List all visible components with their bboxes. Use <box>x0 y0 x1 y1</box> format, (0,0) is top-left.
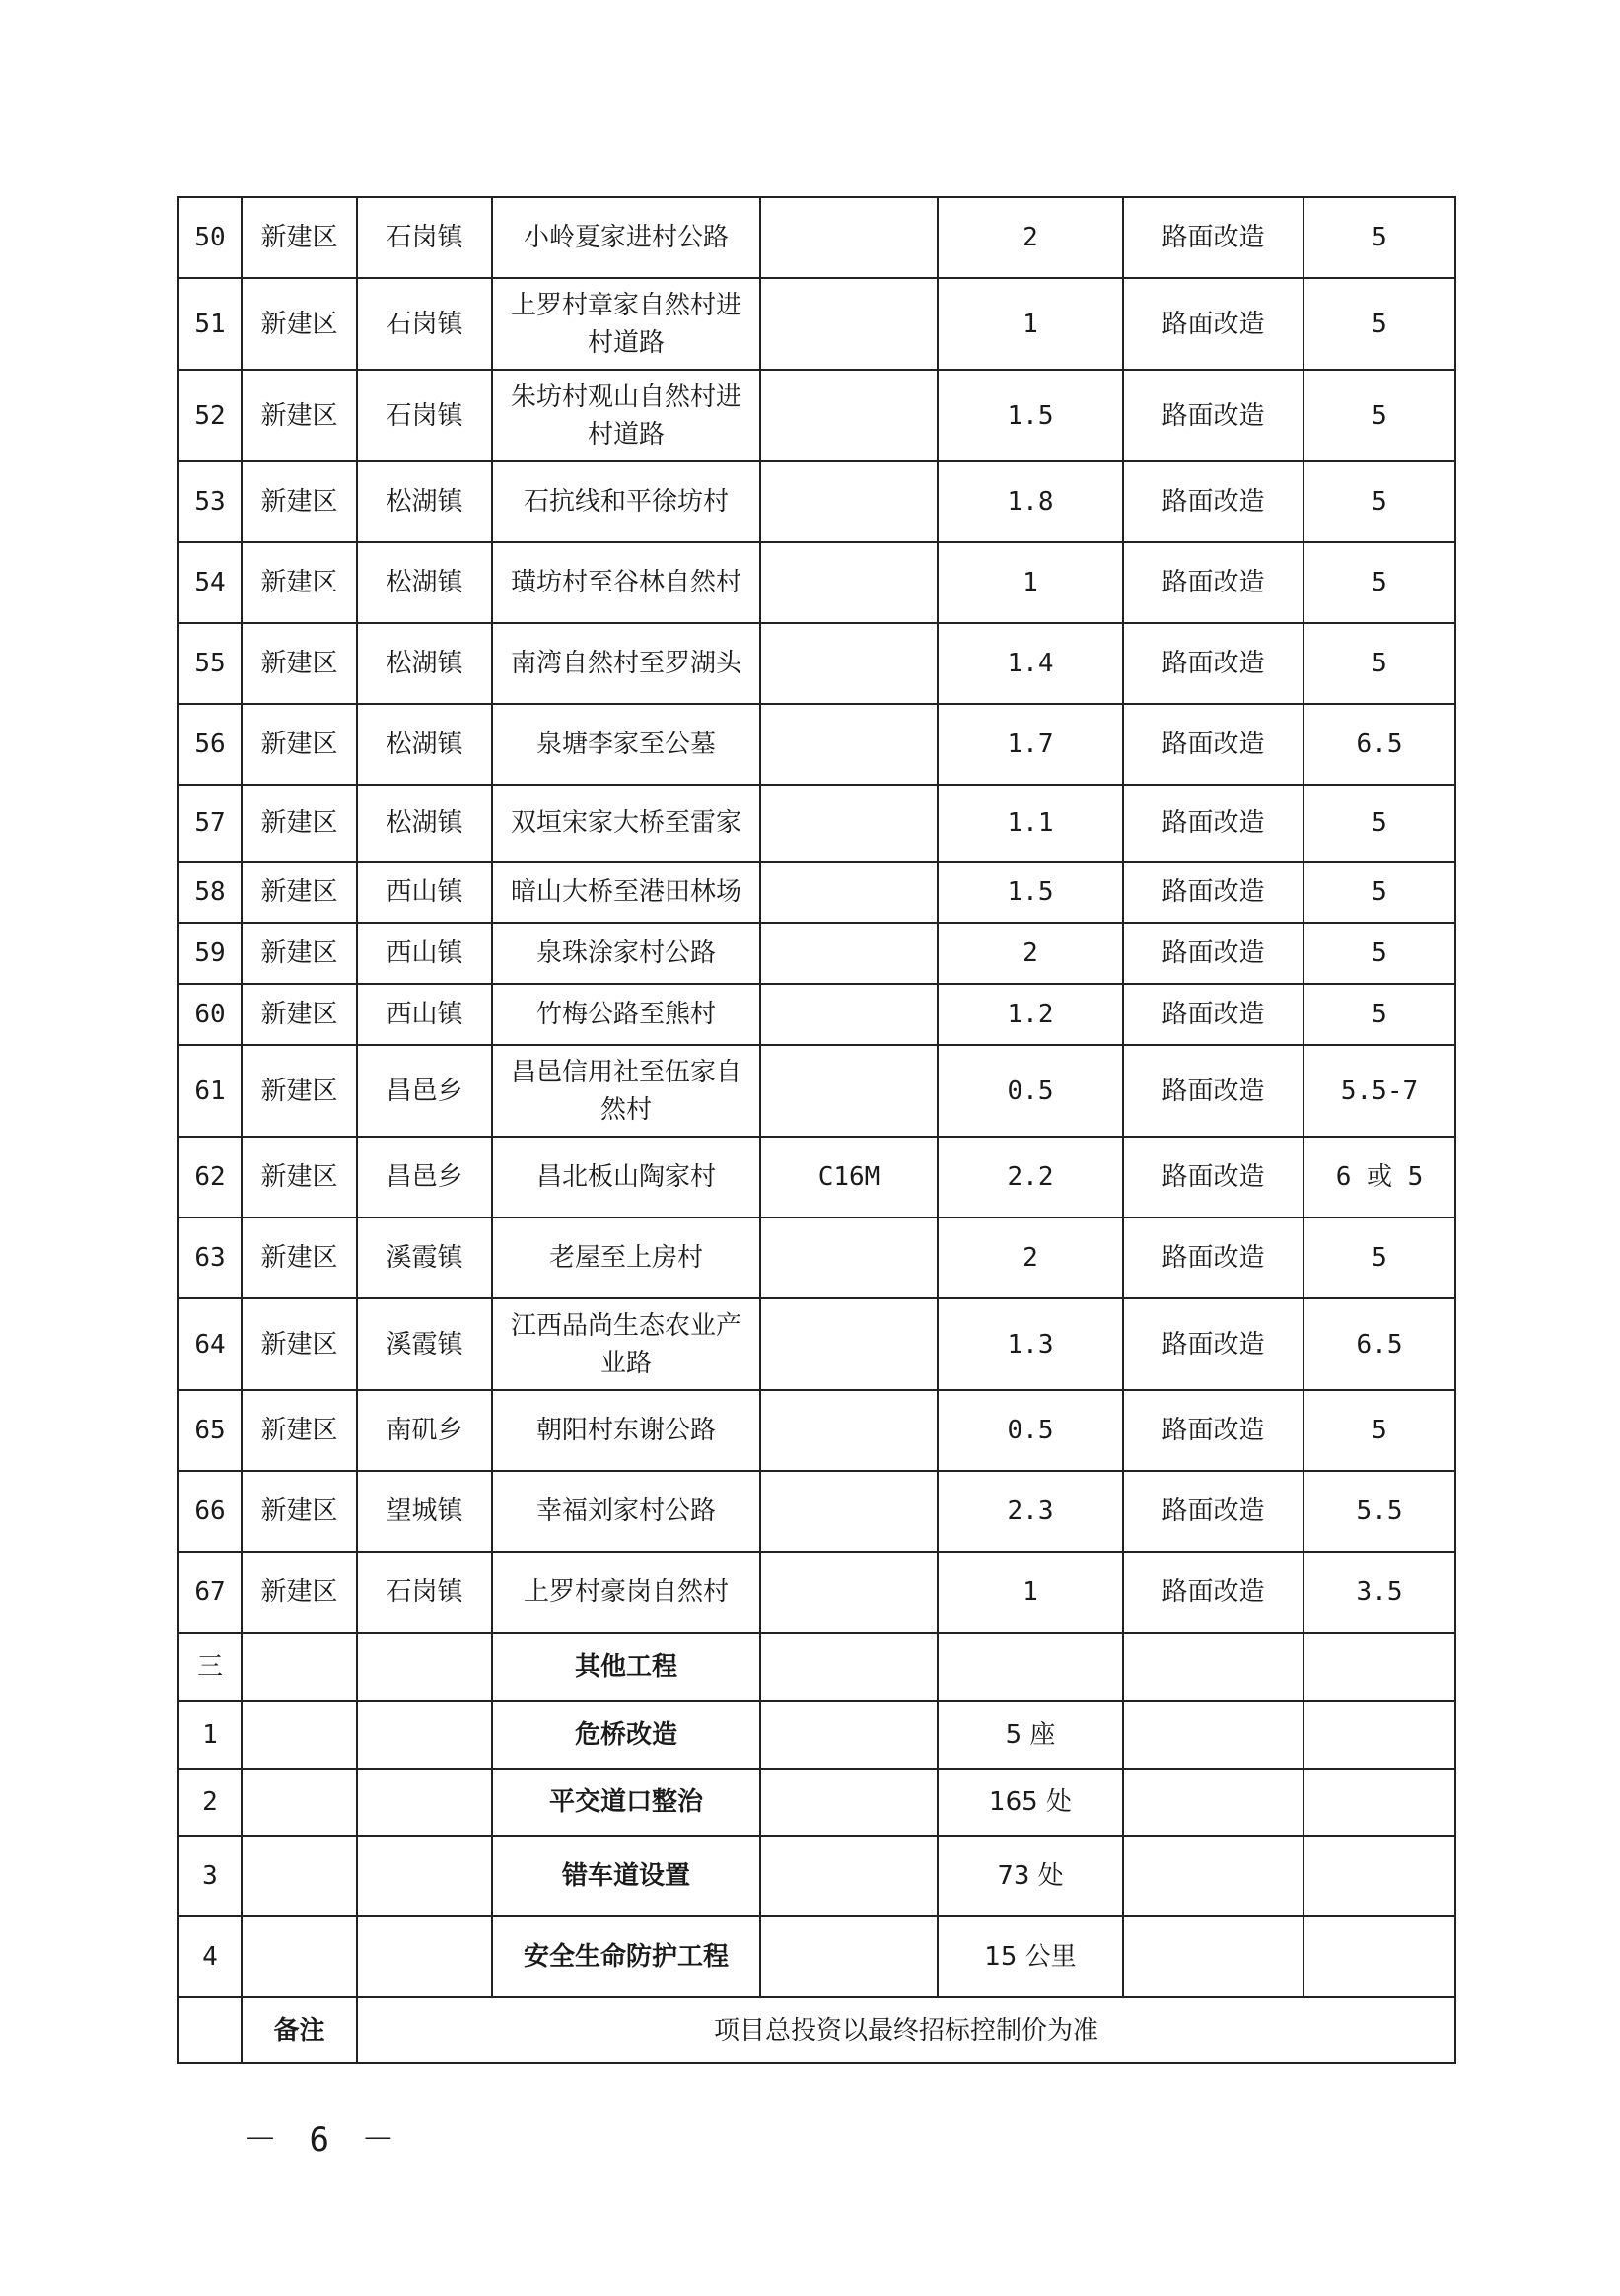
town-cell: 西山镇 <box>357 923 492 984</box>
length-cell: 1 <box>938 278 1123 370</box>
table-row <box>178 785 1455 862</box>
row-number-cell: 66 <box>178 1471 242 1552</box>
remark-row <box>178 1997 1455 2063</box>
road-name-cell: 石抗线和平徐坊村 <box>492 461 760 542</box>
district-cell: 新建区 <box>242 542 357 623</box>
road-name-cell: 泉珠涂家村公路 <box>492 923 760 984</box>
length-cell: 2.3 <box>938 1471 1123 1552</box>
road-code-cell: C16M <box>760 1137 938 1218</box>
quantity-cell: 165 处 <box>938 1769 1123 1836</box>
town-cell: 昌邑乡 <box>357 1045 492 1137</box>
table-row <box>178 1298 1455 1390</box>
length-cell: 1.7 <box>938 704 1123 785</box>
work-type-cell: 路面改造 <box>1123 984 1303 1045</box>
road-code-cell <box>760 623 938 704</box>
district-cell: 新建区 <box>242 1218 357 1298</box>
district-cell: 新建区 <box>242 278 357 370</box>
section-row <box>178 1633 1455 1701</box>
width-cell: 5 <box>1303 862 1455 923</box>
work-type-cell: 路面改造 <box>1123 1471 1303 1552</box>
road-code-cell <box>760 197 938 278</box>
length-cell: 2.2 <box>938 1137 1123 1218</box>
section-title-cell: 其他工程 <box>492 1633 760 1701</box>
road-name-cell: 幸福刘家村公路 <box>492 1471 760 1552</box>
width-cell: 5 <box>1303 984 1455 1045</box>
project-name-cell: 安全生命防护工程 <box>492 1916 760 1997</box>
work-type-cell: 路面改造 <box>1123 461 1303 542</box>
empty-cell <box>242 1836 357 1916</box>
road-name-cell: 璜坊村至谷林自然村 <box>492 542 760 623</box>
table-row <box>178 704 1455 785</box>
table-row <box>178 1045 1455 1137</box>
town-cell: 石岗镇 <box>357 278 492 370</box>
table-row <box>178 1836 1455 1916</box>
length-cell: 1 <box>938 1552 1123 1633</box>
empty-cell <box>1123 1836 1303 1916</box>
work-type-cell: 路面改造 <box>1123 1218 1303 1298</box>
row-number-cell: 3 <box>178 1836 242 1916</box>
width-cell: 5 <box>1303 623 1455 704</box>
quantity-cell: 73 处 <box>938 1836 1123 1916</box>
row-number-cell: 58 <box>178 862 242 923</box>
row-number-cell: 56 <box>178 704 242 785</box>
road-code-cell <box>760 1390 938 1471</box>
work-type-cell: 路面改造 <box>1123 1298 1303 1390</box>
town-cell: 石岗镇 <box>357 370 492 461</box>
road-code-cell <box>760 1298 938 1390</box>
district-cell: 新建区 <box>242 1298 357 1390</box>
length-cell: 0.5 <box>938 1390 1123 1471</box>
road-code-cell <box>760 278 938 370</box>
work-type-cell: 路面改造 <box>1123 1552 1303 1633</box>
width-cell: 6.5 <box>1303 1298 1455 1390</box>
empty-cell <box>760 1769 938 1836</box>
road-code-cell <box>760 1471 938 1552</box>
width-cell: 5 <box>1303 461 1455 542</box>
length-cell: 1.5 <box>938 862 1123 923</box>
section-number-cell: 三 <box>178 1633 242 1701</box>
quantity-cell: 15 公里 <box>938 1916 1123 1997</box>
table-row <box>178 1916 1455 1997</box>
row-number-cell: 63 <box>178 1218 242 1298</box>
road-name-cell: 泉塘李家至公墓 <box>492 704 760 785</box>
empty-cell <box>357 1769 492 1836</box>
empty-cell <box>357 1916 492 1997</box>
district-cell: 新建区 <box>242 862 357 923</box>
empty-cell <box>242 1701 357 1769</box>
empty-cell <box>357 1633 492 1701</box>
empty-cell <box>1123 1769 1303 1836</box>
quantity-cell: 5 座 <box>938 1701 1123 1769</box>
row-number-cell: 59 <box>178 923 242 984</box>
project-table <box>177 196 1456 2064</box>
town-cell: 松湖镇 <box>357 785 492 862</box>
road-name-cell: 老屋至上房村 <box>492 1218 760 1298</box>
row-number-cell: 2 <box>178 1769 242 1836</box>
table-row <box>178 1137 1455 1218</box>
empty-cell <box>242 1916 357 1997</box>
remark-text-cell: 项目总投资以最终招标控制价为准 <box>357 1997 1455 2063</box>
town-cell: 松湖镇 <box>357 461 492 542</box>
road-name-cell: 上罗村豪岗自然村 <box>492 1552 760 1633</box>
table-row <box>178 984 1455 1045</box>
work-type-cell: 路面改造 <box>1123 542 1303 623</box>
width-cell: 5 <box>1303 923 1455 984</box>
road-code-cell <box>760 370 938 461</box>
row-number-cell: 61 <box>178 1045 242 1137</box>
width-cell: 5.5-7 <box>1303 1045 1455 1137</box>
width-cell: 5 <box>1303 370 1455 461</box>
width-cell: 6.5 <box>1303 704 1455 785</box>
table-row <box>178 278 1455 370</box>
work-type-cell: 路面改造 <box>1123 923 1303 984</box>
district-cell: 新建区 <box>242 1045 357 1137</box>
width-cell: 6 或 5 <box>1303 1137 1455 1218</box>
table-row <box>178 623 1455 704</box>
road-code-cell <box>760 542 938 623</box>
length-cell: 1.2 <box>938 984 1123 1045</box>
work-type-cell: 路面改造 <box>1123 278 1303 370</box>
width-cell: 5 <box>1303 542 1455 623</box>
length-cell: 2 <box>938 1218 1123 1298</box>
row-number-cell: 64 <box>178 1298 242 1390</box>
empty-cell <box>1303 1633 1455 1701</box>
length-cell: 1.3 <box>938 1298 1123 1390</box>
length-cell: 2 <box>938 197 1123 278</box>
town-cell: 松湖镇 <box>357 704 492 785</box>
length-cell: 1.4 <box>938 623 1123 704</box>
road-code-cell <box>760 923 938 984</box>
row-number-cell: 62 <box>178 1137 242 1218</box>
town-cell: 昌邑乡 <box>357 1137 492 1218</box>
road-code-cell <box>760 1045 938 1137</box>
road-name-cell: 暗山大桥至港田林场 <box>492 862 760 923</box>
table-row <box>178 461 1455 542</box>
empty-cell <box>178 1997 242 2063</box>
table-row <box>178 1552 1455 1633</box>
table-row <box>178 1471 1455 1552</box>
town-cell: 溪霞镇 <box>357 1298 492 1390</box>
town-cell: 西山镇 <box>357 984 492 1045</box>
district-cell: 新建区 <box>242 197 357 278</box>
empty-cell <box>760 1701 938 1769</box>
length-cell: 1.8 <box>938 461 1123 542</box>
empty-cell <box>242 1633 357 1701</box>
row-number-cell: 50 <box>178 197 242 278</box>
road-name-cell: 南湾自然村至罗湖头 <box>492 623 760 704</box>
road-name-cell: 朝阳村东谢公路 <box>492 1390 760 1471</box>
project-name-cell: 平交道口整治 <box>492 1769 760 1836</box>
town-cell: 溪霞镇 <box>357 1218 492 1298</box>
district-cell: 新建区 <box>242 785 357 862</box>
district-cell: 新建区 <box>242 704 357 785</box>
district-cell: 新建区 <box>242 1471 357 1552</box>
width-cell: 3.5 <box>1303 1552 1455 1633</box>
width-cell: 5 <box>1303 1390 1455 1471</box>
work-type-cell: 路面改造 <box>1123 704 1303 785</box>
table-row <box>178 923 1455 984</box>
work-type-cell: 路面改造 <box>1123 1390 1303 1471</box>
work-type-cell: 路面改造 <box>1123 1137 1303 1218</box>
row-number-cell: 53 <box>178 461 242 542</box>
district-cell: 新建区 <box>242 1552 357 1633</box>
table-row <box>178 1390 1455 1471</box>
road-name-cell: 上罗村章家自然村进村道路 <box>492 278 760 370</box>
table-row <box>178 1701 1455 1769</box>
width-cell: 5.5 <box>1303 1471 1455 1552</box>
length-cell: 1.1 <box>938 785 1123 862</box>
town-cell: 西山镇 <box>357 862 492 923</box>
row-number-cell: 55 <box>178 623 242 704</box>
project-name-cell: 错车道设置 <box>492 1836 760 1916</box>
row-number-cell: 67 <box>178 1552 242 1633</box>
road-name-cell: 朱坊村观山自然村进村道路 <box>492 370 760 461</box>
work-type-cell: 路面改造 <box>1123 785 1303 862</box>
district-cell: 新建区 <box>242 1390 357 1471</box>
width-cell: 5 <box>1303 278 1455 370</box>
road-name-cell: 双垣宋家大桥至雷家 <box>492 785 760 862</box>
row-number-cell: 51 <box>178 278 242 370</box>
row-number-cell: 4 <box>178 1916 242 1997</box>
empty-cell <box>242 1769 357 1836</box>
length-cell: 2 <box>938 923 1123 984</box>
table-row <box>178 542 1455 623</box>
work-type-cell: 路面改造 <box>1123 1045 1303 1137</box>
empty-cell <box>1303 1916 1455 1997</box>
road-code-cell <box>760 984 938 1045</box>
empty-cell <box>760 1633 938 1701</box>
length-cell: 0.5 <box>938 1045 1123 1137</box>
empty-cell <box>760 1916 938 1997</box>
road-code-cell <box>760 862 938 923</box>
district-cell: 新建区 <box>242 370 357 461</box>
town-cell: 石岗镇 <box>357 1552 492 1633</box>
district-cell: 新建区 <box>242 461 357 542</box>
road-name-cell: 昌北板山陶家村 <box>492 1137 760 1218</box>
length-cell: 1.5 <box>938 370 1123 461</box>
road-name-cell: 小岭夏家进村公路 <box>492 197 760 278</box>
table-row <box>178 862 1455 923</box>
work-type-cell: 路面改造 <box>1123 623 1303 704</box>
district-cell: 新建区 <box>242 623 357 704</box>
row-number-cell: 52 <box>178 370 242 461</box>
length-cell: 1 <box>938 542 1123 623</box>
empty-cell <box>1303 1836 1455 1916</box>
town-cell: 松湖镇 <box>357 542 492 623</box>
empty-cell <box>938 1633 1123 1701</box>
empty-cell <box>1303 1769 1455 1836</box>
width-cell: 5 <box>1303 197 1455 278</box>
empty-cell <box>760 1836 938 1916</box>
road-code-cell <box>760 704 938 785</box>
row-number-cell: 57 <box>178 785 242 862</box>
town-cell: 南矶乡 <box>357 1390 492 1471</box>
work-type-cell: 路面改造 <box>1123 370 1303 461</box>
row-number-cell: 54 <box>178 542 242 623</box>
project-name-cell: 危桥改造 <box>492 1701 760 1769</box>
empty-cell <box>357 1701 492 1769</box>
work-type-cell: 路面改造 <box>1123 862 1303 923</box>
width-cell: 5 <box>1303 1218 1455 1298</box>
row-number-cell: 1 <box>178 1701 242 1769</box>
table-row <box>178 370 1455 461</box>
road-code-cell <box>760 785 938 862</box>
road-name-cell: 昌邑信用社至伍家自然村 <box>492 1045 760 1137</box>
empty-cell <box>357 1836 492 1916</box>
empty-cell <box>1123 1916 1303 1997</box>
table-row <box>178 1218 1455 1298</box>
town-cell: 望城镇 <box>357 1471 492 1552</box>
district-cell: 新建区 <box>242 923 357 984</box>
town-cell: 石岗镇 <box>357 197 492 278</box>
empty-cell <box>1303 1701 1455 1769</box>
empty-cell <box>1123 1701 1303 1769</box>
table-row <box>178 1769 1455 1836</box>
remark-label-cell: 备注 <box>242 1997 357 2063</box>
empty-cell <box>1123 1633 1303 1701</box>
town-cell: 松湖镇 <box>357 623 492 704</box>
district-cell: 新建区 <box>242 1137 357 1218</box>
page-number: － 6 － <box>244 2121 401 2160</box>
road-code-cell <box>760 1218 938 1298</box>
row-number-cell: 65 <box>178 1390 242 1471</box>
table-row <box>178 197 1455 278</box>
district-cell: 新建区 <box>242 984 357 1045</box>
row-number-cell: 60 <box>178 984 242 1045</box>
road-name-cell: 江西品尚生态农业产业路 <box>492 1298 760 1390</box>
road-code-cell <box>760 1552 938 1633</box>
road-name-cell: 竹梅公路至熊村 <box>492 984 760 1045</box>
road-code-cell <box>760 461 938 542</box>
width-cell: 5 <box>1303 785 1455 862</box>
work-type-cell: 路面改造 <box>1123 197 1303 278</box>
